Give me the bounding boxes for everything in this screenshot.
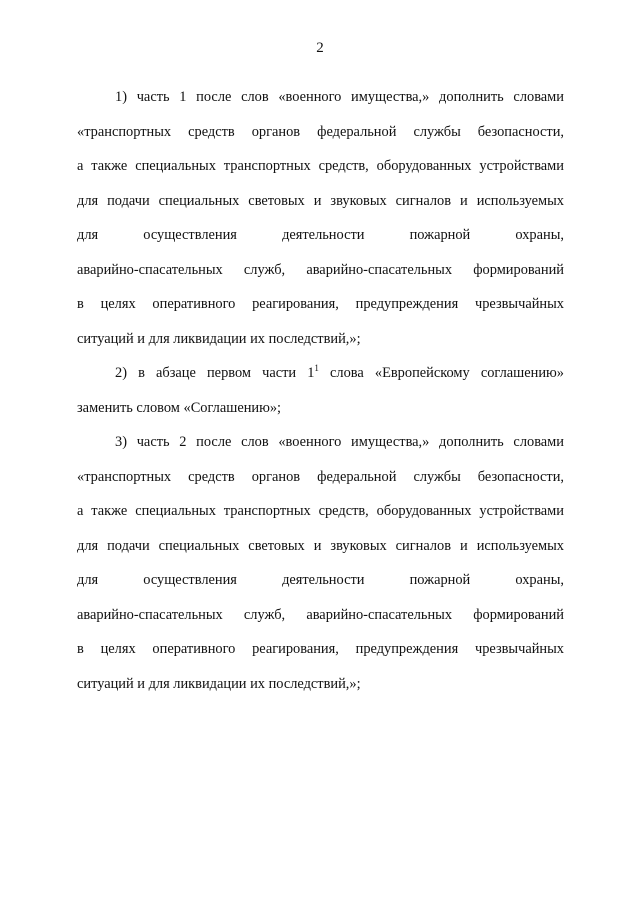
text-line: аварийно-спасательных служб, аварийно-спасательных формирований: [77, 606, 564, 623]
text-fragment: 2) в абзаце первом части 1: [115, 365, 315, 381]
text-line: а также специальных транспортных средств, оборудованных устройствами: [77, 158, 564, 174]
paragraph-3: [77, 425, 564, 701]
text-line: «транспортных средств органов федеральной службы безопасности,: [77, 123, 564, 140]
document-body: [77, 80, 564, 701]
superscript: 1: [314, 363, 319, 373]
text-line: в целях оперативного реагирования, предупреждения чрезвычайных: [77, 641, 564, 657]
text-line: «транспортных средств органов федеральной службы безопасности,: [77, 468, 564, 485]
paragraph-2: [77, 356, 564, 425]
text-line: для осуществления деятельности пожарной охраны,: [77, 572, 564, 588]
text-line: 1) часть 1 после слов «военного имущества,» дополнить словами: [115, 89, 564, 105]
text-line: ситуаций и для ликвидации их последствий,»;: [77, 330, 361, 347]
text-line: ситуаций и для ликвидации их последствий,»;: [77, 675, 361, 692]
text-line: для осуществления деятельности пожарной охраны,: [77, 227, 564, 243]
page-number: 2: [316, 40, 324, 56]
text-line-with-superscript: [77, 356, 564, 391]
text-line: а также специальных транспортных средств, оборудованных устройствами: [77, 503, 564, 519]
paragraph-1: [77, 80, 564, 356]
text-line: для подачи специальных световых и звуковых сигналов и используемых: [77, 192, 564, 209]
text-fragment: слова «Европейскому соглашению»: [318, 365, 564, 381]
text-line: 3) часть 2 после слов «военного имущества,» дополнить словами: [115, 434, 564, 450]
text-line: в целях оперативного реагирования, предупреждения чрезвычайных: [77, 296, 564, 312]
text-line: заменить словом «Соглашению»;: [77, 399, 282, 416]
text-line: аварийно-спасательных служб, аварийно-спасательных формирований: [77, 261, 564, 278]
text-line: для подачи специальных световых и звуковых сигналов и используемых: [77, 537, 564, 554]
